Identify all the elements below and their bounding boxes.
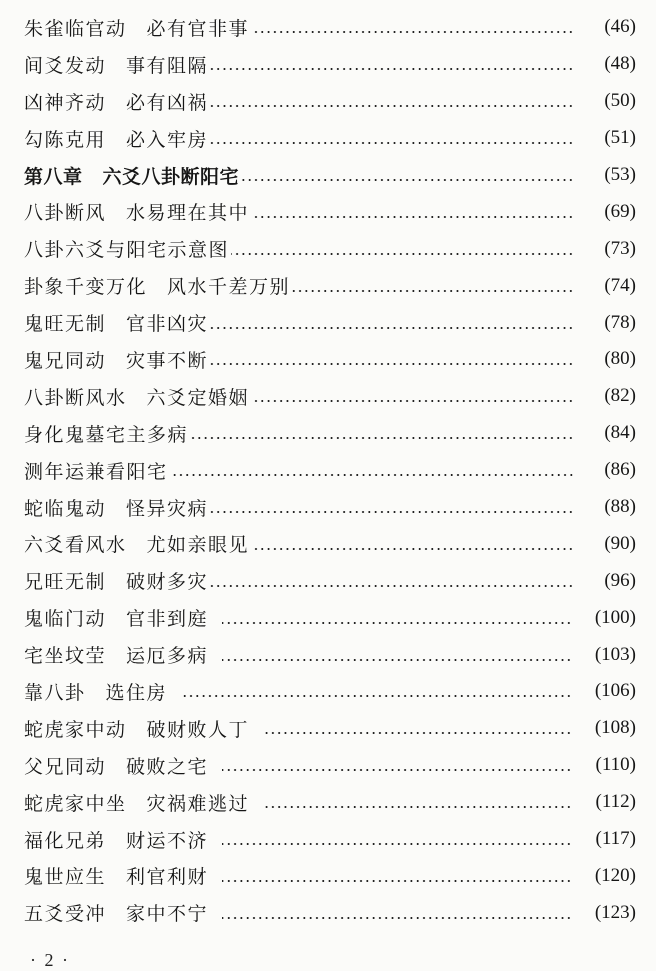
dot-leader — [263, 806, 572, 808]
toc-entry[interactable] — [24, 894, 636, 931]
toc-entry[interactable] — [24, 378, 636, 415]
toc-entry-heading: 鬼兄同动 — [24, 349, 107, 372]
toc-entry-heading: 五爻受冲 — [24, 903, 107, 926]
toc-entry-page-number: (103) — [594, 643, 636, 665]
toc-entry[interactable] — [24, 857, 636, 894]
toc-entry-title — [24, 641, 208, 668]
toc-entry-subheading: 六爻八卦断阳宅 — [102, 165, 240, 188]
toc-entry[interactable] — [24, 415, 636, 452]
toc-entry-subheading: 官非凶灾 — [126, 313, 209, 336]
toc-entry[interactable] — [24, 83, 636, 120]
toc-entry[interactable] — [24, 489, 636, 526]
toc-entry[interactable] — [24, 747, 636, 784]
toc-entry-subheading: 破财败人丁 — [146, 718, 250, 741]
toc-entry-heading: 六爻看风水 — [24, 534, 127, 557]
toc-entry-title — [24, 567, 208, 594]
toc-entry-title — [24, 309, 208, 336]
dot-leader — [241, 179, 574, 181]
dot-leader — [210, 142, 574, 144]
toc-entry-heading: 身化鬼墓宅主多病 — [24, 423, 189, 446]
toc-entry-heading: 凶神齐动 — [24, 91, 107, 114]
toc-entry-page-number: (51) — [604, 127, 636, 149]
toc-entry-subheading: 怪异灾病 — [126, 497, 209, 520]
dot-leader — [210, 511, 574, 513]
toc-entry-subheading: 灾祸难逃过 — [146, 792, 250, 815]
toc-entry-title — [24, 752, 208, 779]
toc-entry-page-number: (74) — [604, 274, 636, 296]
toc-entry-subheading: 水易理在其中 — [126, 202, 250, 225]
toc-entry-page-number: (110) — [595, 754, 636, 776]
table-of-contents — [24, 9, 636, 931]
toc-entry-title — [24, 14, 249, 41]
toc-entry-heading: 父兄同动 — [24, 755, 107, 778]
dot-leader — [251, 216, 574, 218]
toc-entry-page-number: (108) — [594, 717, 636, 739]
toc-entry-subheading: 必有官非事 — [146, 17, 250, 40]
page-number: · 2 · — [30, 950, 70, 970]
dot-leader — [210, 327, 574, 329]
toc-entry-heading: 鬼临门动 — [24, 608, 107, 631]
toc-entry-subheading: 财运不济 — [126, 829, 209, 852]
toc-entry-heading: 第八章 — [24, 165, 83, 188]
toc-entry-page-number: (117) — [595, 828, 636, 850]
toc-entry-subheading: 破财多灾 — [126, 571, 209, 594]
toc-entry-page-number: (96) — [604, 569, 636, 591]
toc-entry-page-number: (84) — [604, 422, 636, 444]
toc-entry-title — [24, 346, 208, 373]
toc-entry-heading: 兄旺无制 — [24, 571, 107, 594]
toc-entry-heading: 勾陈克用 — [24, 128, 107, 151]
toc-entry-title — [24, 826, 208, 853]
toc-entry-page-number: (100) — [594, 606, 636, 628]
dot-leader — [222, 769, 572, 771]
dot-leader — [210, 105, 574, 107]
toc-entry-subheading: 利官利财 — [126, 866, 209, 889]
toc-entry[interactable] — [24, 710, 636, 747]
dot-leader — [170, 474, 574, 476]
toc-entry-heading: 蛇临鬼动 — [24, 497, 107, 520]
toc-entry-subheading: 风水千差万别 — [167, 276, 291, 299]
toc-entry-page-number: (46) — [604, 16, 636, 38]
toc-entry-subheading: 运厄多病 — [126, 645, 209, 668]
toc-entry[interactable] — [24, 673, 636, 710]
dot-leader — [292, 290, 574, 292]
toc-entry-subheading: 事有阻隔 — [126, 54, 209, 77]
toc-entry-heading: 蛇虎家中动 — [24, 718, 127, 741]
toc-entry[interactable] — [24, 452, 636, 489]
toc-entry-page-number: (50) — [604, 90, 636, 112]
toc-entry-heading: 朱雀临官动 — [24, 17, 127, 40]
toc-chapter-heading[interactable] — [24, 157, 636, 194]
dot-leader — [222, 880, 572, 882]
dot-leader — [210, 68, 574, 70]
toc-entry[interactable] — [24, 193, 636, 230]
dot-leader — [251, 31, 574, 33]
toc-entry-heading: 八卦六爻与阳宅示意图 — [24, 239, 230, 262]
toc-entry[interactable] — [24, 784, 636, 821]
dot-leader — [210, 585, 574, 587]
toc-entry-subheading: 灾事不断 — [126, 349, 209, 372]
toc-entry[interactable] — [24, 230, 636, 267]
toc-entry-title — [24, 51, 208, 78]
toc-entry-subheading: 必入牢房 — [126, 128, 209, 151]
toc-entry-heading: 测年运兼看阳宅 — [24, 460, 168, 483]
toc-entry-title — [24, 383, 249, 410]
toc-entry-title — [24, 457, 168, 484]
dot-leader — [263, 732, 572, 734]
toc-entry-page-number: (112) — [595, 791, 636, 813]
toc-entry-page-number: (80) — [604, 348, 636, 370]
dot-leader — [222, 622, 572, 624]
toc-entry-page-number: (90) — [604, 532, 636, 554]
toc-entry-title — [24, 789, 249, 816]
toc-entry-title — [24, 604, 208, 631]
toc-entry-subheading: 家中不宁 — [126, 903, 209, 926]
toc-entry[interactable] — [24, 9, 636, 46]
toc-entry-subheading: 选住房 — [105, 681, 168, 704]
toc-entry[interactable] — [24, 821, 636, 858]
toc-entry-title — [24, 125, 208, 152]
toc-entry-heading: 蛇虎家中坐 — [24, 792, 127, 815]
toc-entry-title — [24, 715, 249, 742]
toc-entry-page-number: (88) — [604, 496, 636, 518]
toc-entry-heading: 卦象千变万化 — [24, 276, 148, 299]
toc-entry-heading: 鬼世应生 — [24, 866, 107, 889]
toc-entry[interactable] — [24, 267, 636, 304]
toc-entry-heading: 间爻发动 — [24, 54, 107, 77]
toc-entry-title — [24, 899, 208, 926]
toc-entry-title — [24, 420, 188, 447]
dot-leader — [190, 437, 574, 439]
toc-entry[interactable] — [24, 46, 636, 83]
dot-leader — [222, 917, 572, 919]
dot-leader — [222, 659, 572, 661]
toc-entry[interactable] — [24, 341, 636, 378]
toc-entry-page-number: (82) — [604, 385, 636, 407]
toc-entry-title — [24, 678, 167, 705]
toc-entry-page-number: (53) — [604, 164, 636, 185]
dot-leader — [222, 843, 572, 845]
toc-entry[interactable] — [24, 599, 636, 636]
toc-entry-subheading: 尤如亲眼见 — [146, 534, 250, 557]
toc-entry-title — [24, 235, 229, 262]
toc-entry[interactable] — [24, 562, 636, 599]
dot-leader — [251, 548, 574, 550]
toc-entry-heading: 靠八卦 — [24, 681, 86, 704]
toc-entry-page-number: (78) — [604, 311, 636, 333]
toc-entry[interactable] — [24, 120, 636, 157]
dot-leader — [251, 400, 574, 402]
toc-entry[interactable] — [24, 304, 636, 341]
toc-entry-title — [24, 530, 249, 557]
toc-entry-title — [24, 162, 239, 189]
toc-entry-page-number: (120) — [594, 864, 636, 886]
toc-entry-title — [24, 88, 208, 115]
toc-entry-heading: 八卦断风 — [24, 202, 107, 225]
toc-entry-page-number: (86) — [604, 459, 636, 481]
toc-entry-subheading: 破败之宅 — [126, 755, 209, 778]
toc-entry-heading: 鬼旺无制 — [24, 313, 107, 336]
toc-entry-page-number: (73) — [604, 237, 636, 259]
toc-entry-subheading: 官非到庭 — [126, 608, 209, 631]
toc-entry-title — [24, 272, 290, 299]
toc-entry-title — [24, 198, 249, 225]
toc-entry-subheading: 必有凶祸 — [126, 91, 209, 114]
toc-entry-subheading: 六爻定婚姻 — [146, 386, 250, 409]
toc-entry-heading: 宅坐坟茔 — [24, 645, 107, 668]
toc-entry[interactable] — [24, 636, 636, 673]
toc-entry-page-number: (69) — [604, 200, 636, 222]
toc-entry-title — [24, 862, 208, 889]
toc-entry-page-number: (123) — [594, 901, 636, 923]
toc-entry-page-number: (106) — [594, 680, 636, 702]
toc-entry-page-number: (48) — [604, 53, 636, 75]
dot-leader — [210, 363, 574, 365]
toc-entry-heading: 八卦断风水 — [24, 386, 127, 409]
toc-entry-heading: 福化兄弟 — [24, 829, 107, 852]
toc-entry[interactable] — [24, 525, 636, 562]
toc-entry-title — [24, 494, 208, 521]
dot-leader — [181, 695, 572, 697]
dot-leader — [231, 253, 574, 255]
